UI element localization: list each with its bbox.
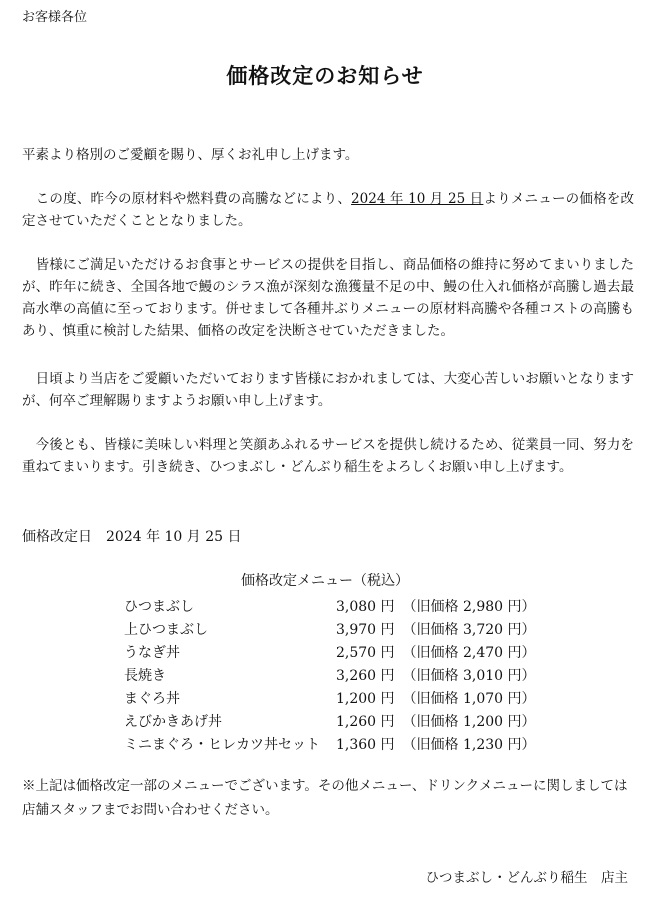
menu-row [124, 732, 554, 755]
menu-item-old-price: （旧価格 1,070 円） [402, 690, 536, 707]
menu-item-price: 3,970 円 [336, 621, 395, 638]
menu-row [124, 617, 554, 640]
menu-item-price: 2,570 円 [336, 644, 395, 661]
menu-caption: 価格改定メニュー（税込） [241, 573, 409, 589]
closing-text: 今後とも、皆様に美味しい料理と笑顔あふれるサービスを提供し続けるため、従業員一同、努力を重ねてまいります。引き続き、ひつまぶし・どんぶり稲生をよろしくお願い申し上げます。 [22, 437, 634, 475]
closing-paragraph [22, 434, 634, 478]
menu-item-price: 3,260 円 [336, 667, 395, 684]
page-title: 価格改定のお知らせ [226, 63, 424, 88]
reason-text: 皆様にご満足いただけるお食事とサービスの提供を目指し、商品価格の維持に努めてまいりましたが、昨年に続き、全国各地で鰻のシラス漁が深刻な漁獲量不足の中、鰻の仕入れ価格が高騰し過去最高水準の高値に至っております。併せまして各種丼ぶりメニューの原材料高騰や各種コストの高騰もあり、慎重に検討した結果、価格の改定を決断させていただきました。 [22, 257, 634, 339]
menu-item-old-price: （旧価格 2,470 円） [402, 644, 536, 661]
menu-item-name: 上ひつまぶし [124, 621, 208, 638]
announcement-paragraph [22, 188, 634, 232]
menu-item-name: ひつまぶし [124, 598, 194, 615]
menu-item-price: 1,360 円 [336, 736, 395, 753]
revision-date-value: 2024 年 10 月 25 日 [106, 529, 242, 545]
apology-paragraph [22, 368, 634, 412]
price-table-body [124, 594, 554, 755]
menu-item-old-price: （旧価格 3,720 円） [402, 621, 536, 638]
menu-item-name: うなぎ丼 [124, 644, 180, 661]
menu-item-price: 1,200 円 [336, 690, 395, 707]
menu-item-old-price: （旧価格 1,230 円） [402, 736, 536, 753]
greeting-paragraph [22, 144, 634, 166]
menu-item-price: 3,080 円 [336, 598, 395, 615]
greeting-text: 平素より格別のご愛顧を賜り、厚くお礼申し上げます。 [22, 147, 359, 163]
menu-item-old-price: （旧価格 3,010 円） [402, 667, 536, 684]
menu-item-price: 1,260 円 [336, 713, 395, 730]
menu-item-old-price: （旧価格 2,980 円） [402, 598, 536, 615]
revision-date-label: 価格改定日 [22, 529, 92, 545]
menu-row [124, 640, 554, 663]
menu-item-name: えびかきあげ丼 [124, 713, 222, 730]
signature: ひつまぶし・どんぶり稲生 店主 [425, 870, 628, 886]
announcement-text-after: よりメニューの価格を改定させていただくこととなりました。 [22, 191, 635, 229]
menu-row [124, 594, 554, 617]
menu-item-name: ミニまぐろ・ヒレカツ丼セット [124, 736, 320, 753]
menu-row [124, 686, 554, 709]
menu-item-old-price: （旧価格 1,200 円） [402, 713, 536, 730]
effective-date: 2024 年 10 月 25 日 [351, 191, 484, 207]
revision-date [22, 526, 242, 546]
menu-item-name: まぐろ丼 [124, 690, 180, 707]
menu-item-name: 長焼き [124, 667, 166, 684]
announcement-text-before: この度、昨今の原材料や燃料費の高騰などにより、 [35, 191, 352, 207]
menu-row [124, 709, 554, 732]
price-table [124, 594, 554, 755]
note: ※上記は価格改定一部のメニューでございます。その他メニュー、ドリンクメニューに関しましては店舗スタッフまでお問い合わせください。 [22, 778, 628, 818]
reason-paragraph [22, 254, 634, 342]
apology-text: 日頃より当店をご愛顧いただいております皆様におかれましては、大変心苦しいお願いとなりますが、何卒ご理解賜りますようお願い申し上げます。 [22, 371, 634, 409]
salutation: お客様各位 [22, 10, 88, 25]
menu-row [124, 663, 554, 686]
